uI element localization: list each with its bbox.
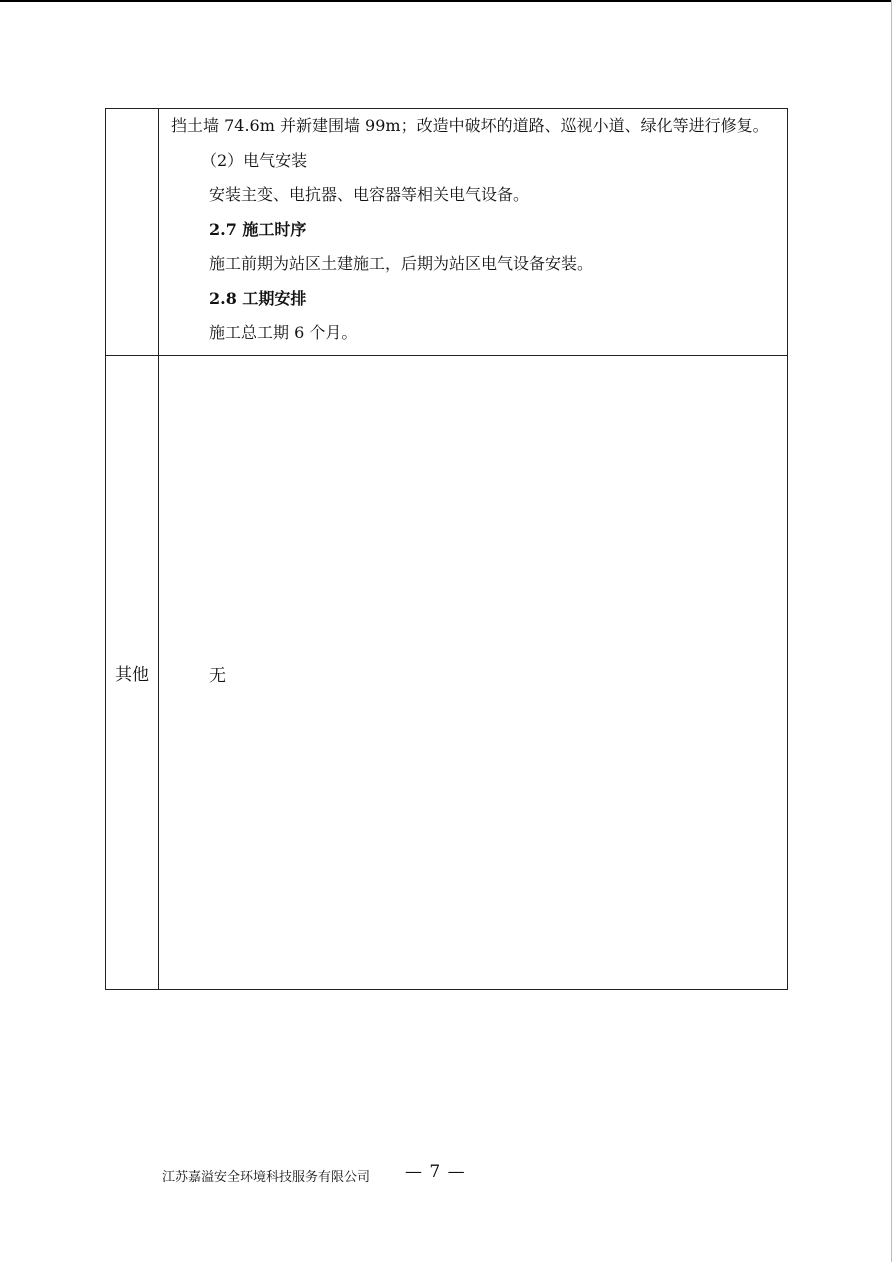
other-content-cell	[159, 355, 788, 989]
section-heading-2-7: 2.7 施工时序	[209, 219, 307, 239]
project-info-table	[105, 108, 788, 990]
empty-label-cell	[106, 109, 159, 356]
paragraph-retaining-wall: 挡土墙 74.6m 并新建围墙 99m；改造中破坏的道路、巡视小道、绿化等进行修复。	[171, 116, 769, 135]
footer-company-name: 江苏嘉溢安全环境科技服务有限公司	[162, 1170, 371, 1185]
paragraph-electrical-equipment: 安装主变、电抗器、电容器等相关电气设备。	[209, 185, 530, 204]
table-row-construction	[106, 109, 788, 356]
construction-content-cell	[159, 109, 788, 356]
page-number: — 7 —	[405, 1162, 466, 1182]
section-heading-2-8: 2.8 工期安排	[209, 288, 307, 308]
other-label: 其他	[106, 355, 159, 989]
top-border-line	[0, 0, 892, 2]
other-value: 无	[209, 665, 226, 686]
table-row-other	[106, 355, 788, 989]
paragraph-construction-sequence: 施工前期为站区土建施工，后期为站区电气设备安装。	[209, 254, 594, 273]
subheading-electrical-installation: （2）电气安装	[201, 150, 308, 170]
paragraph-construction-period: 施工总工期 6 个月。	[209, 323, 358, 342]
